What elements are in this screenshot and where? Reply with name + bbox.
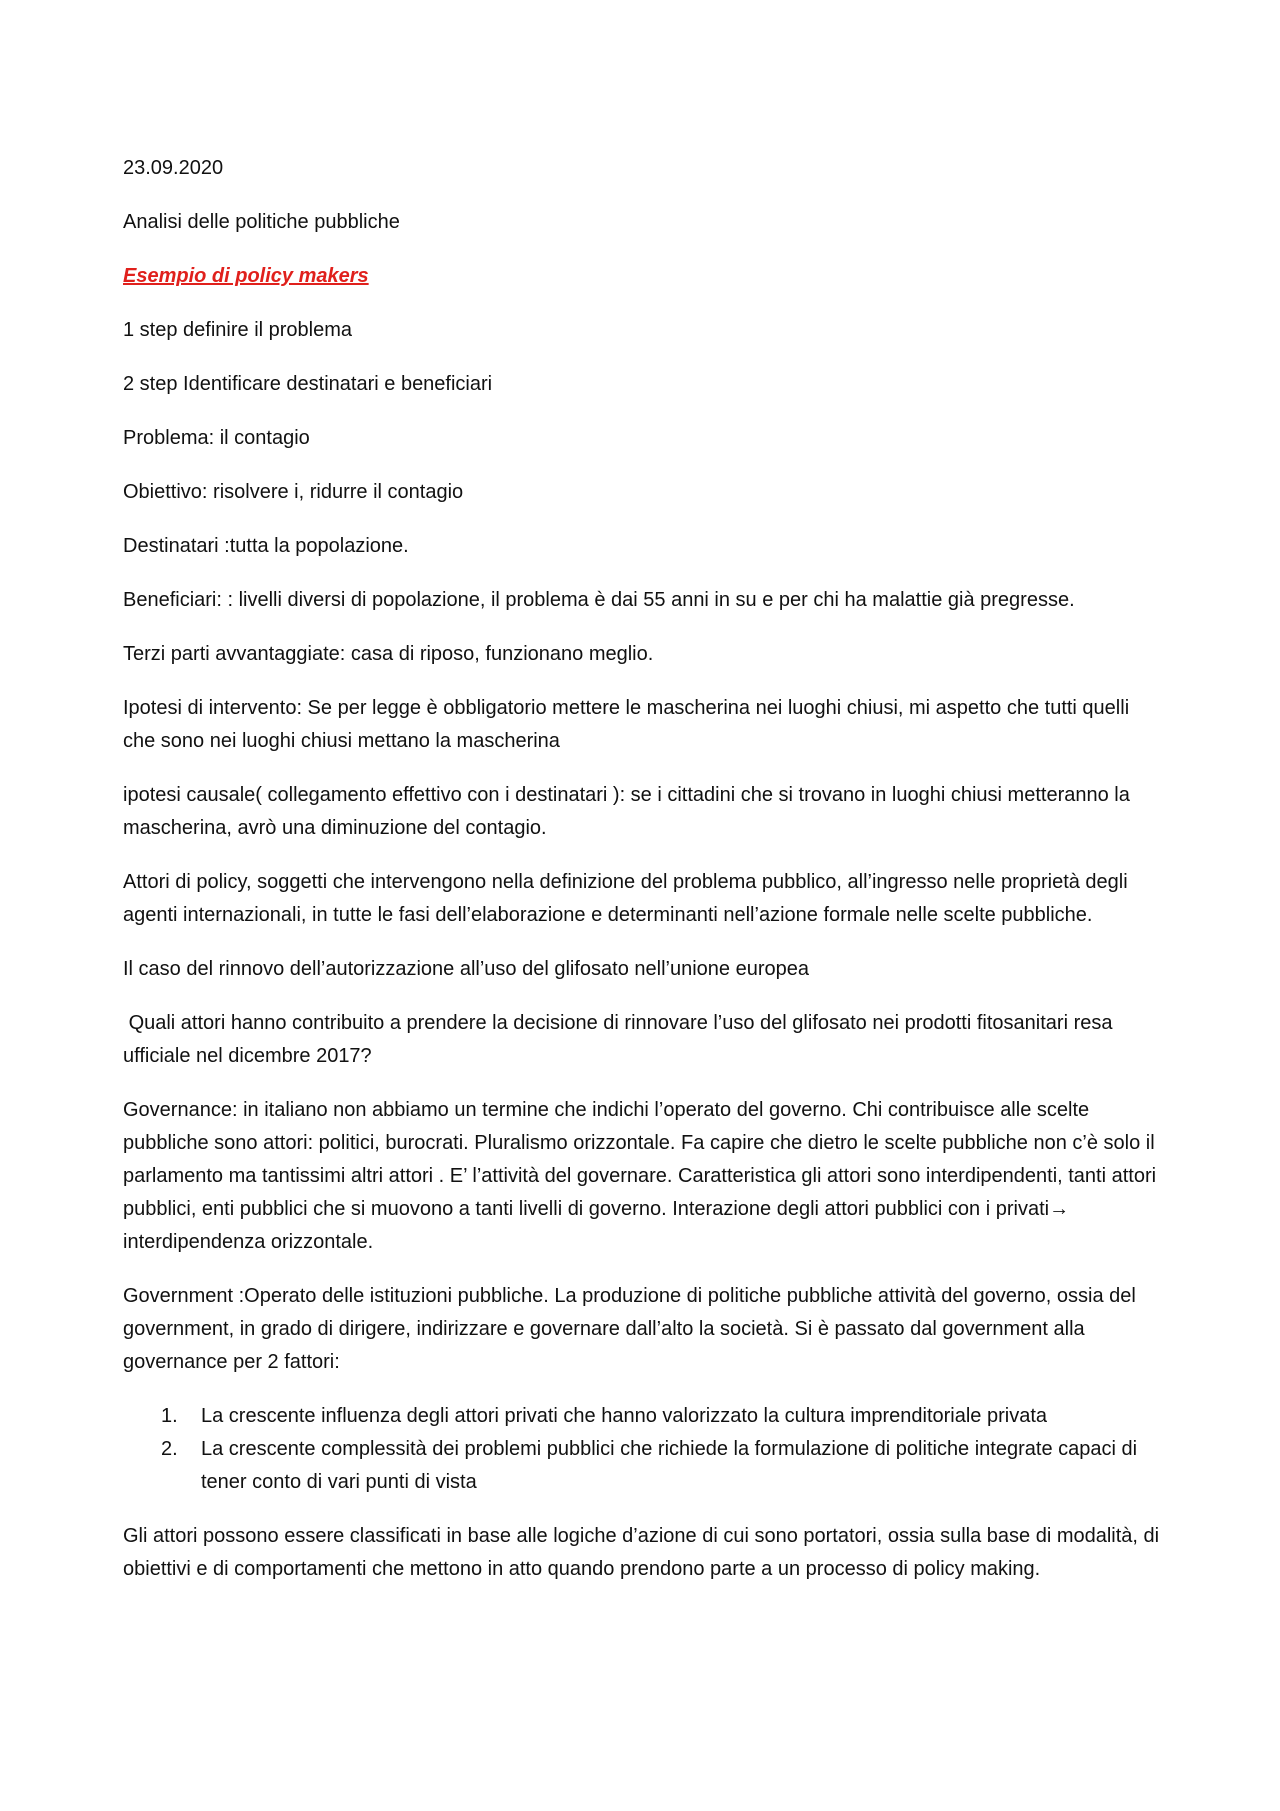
document-title: Analisi delle politiche pubbliche	[123, 211, 400, 233]
list-item-number: 2.	[161, 1438, 178, 1460]
objective-line: Obiettivo: risolvere i, ridurre il contagio	[123, 481, 464, 503]
causal-hypothesis-paragraph: ipotesi causale( collegamento effettivo con i destinatari ): se i cittadini che si trovano in luoghi chiusi metteranno la mascherina, avrò una diminuzione del contagio.	[123, 784, 1130, 839]
document-date: 23.09.2020	[123, 157, 224, 179]
list-item-number: 1.	[161, 1405, 178, 1427]
policy-actors-paragraph: Attori di policy, soggetti che intervengono nella definizione del problema pubblico, all’ingresso nelle proprietà degli agenti internazionali, in tutte le fasi dell’elaborazione e determinanti nell’azione formale nelle scelte pubbliche.	[123, 871, 1128, 926]
factors-list	[123, 1400, 1163, 1499]
glyphosate-question-paragraph: Quali attori hanno contribuito a prendere la decisione di rinnovare l’uso del glifosato nei prodotti fitosanitari resa ufficiale nel dicembre 2017?	[123, 1012, 1119, 1067]
list-item	[123, 1433, 1163, 1499]
governance-paragraph: Governance: in italiano non abbiamo un termine che indichi l’operato del governo. Chi contribuisce alle scelte pubbliche sono attori: politici, burocrati. Pluralismo orizzontale. Fa capire che dietro le scelte pubbliche non c’è solo il parlamento ma tantissimi altri attori . E’ l’attività del governare. Caratteristica gli attori sono interdipendenti, tanti attori pubblici, enti pubblici che si muovono a tanti livelli di governo. Interazione degli attori pubblici con i privati→ interdipendenza orizzontale.	[123, 1099, 1157, 1253]
glyphosate-case-line: Il caso del rinnovo dell’autorizzazione all’uso del glifosato nell’unione europea	[123, 958, 809, 980]
list-item-text: La crescente complessità dei problemi pubblici che richiede la formulazione di politiche integrate capaci di tener conto di vari punti di vista	[201, 1438, 1138, 1493]
third-parties-line: Terzi parti avvantaggiate: casa di riposo, funzionano meglio.	[123, 643, 654, 665]
beneficiaries-line: Beneficiari: : livelli diversi di popolazione, il problema è dai 55 anni in su e per chi ha malattie già pregresse.	[123, 589, 1075, 611]
step-1-line: 1 step definire il problema	[123, 319, 353, 341]
step-2-line: 2 step Identificare destinatari e beneficiari	[123, 373, 493, 395]
closing-paragraph: Gli attori possono essere classificati in base alle logiche d’azione di cui sono portatori, ossia sulla base di modalità, di obiettivi e di comportamenti che mettono in atto quando prendono parte a un processo di policy making.	[123, 1525, 1160, 1580]
highlight-heading: Esempio di policy makers	[123, 265, 369, 287]
list-item-text: La crescente influenza degli attori privati che hanno valorizzato la cultura imprenditoriale privata	[201, 1405, 1048, 1427]
problem-line: Problema: il contagio	[123, 427, 310, 449]
government-paragraph: Government :Operato delle istituzioni pubbliche. La produzione di politiche pubbliche attività del governo, ossia del government, in grado di dirigere, indirizzare e governare dall’alto la società. Si è passato dal government alla governance per 2 fattori:	[123, 1285, 1136, 1373]
intervention-hypothesis-paragraph: Ipotesi di intervento: Se per legge è obbligatorio mettere le mascherina nei luoghi chiusi, mi aspetto che tutti quelli che sono nei luoghi chiusi mettano la mascherina	[123, 697, 1130, 752]
recipients-line: Destinatari :tutta la popolazione.	[123, 535, 409, 557]
document-body	[123, 152, 1163, 1607]
list-item	[123, 1400, 1163, 1433]
